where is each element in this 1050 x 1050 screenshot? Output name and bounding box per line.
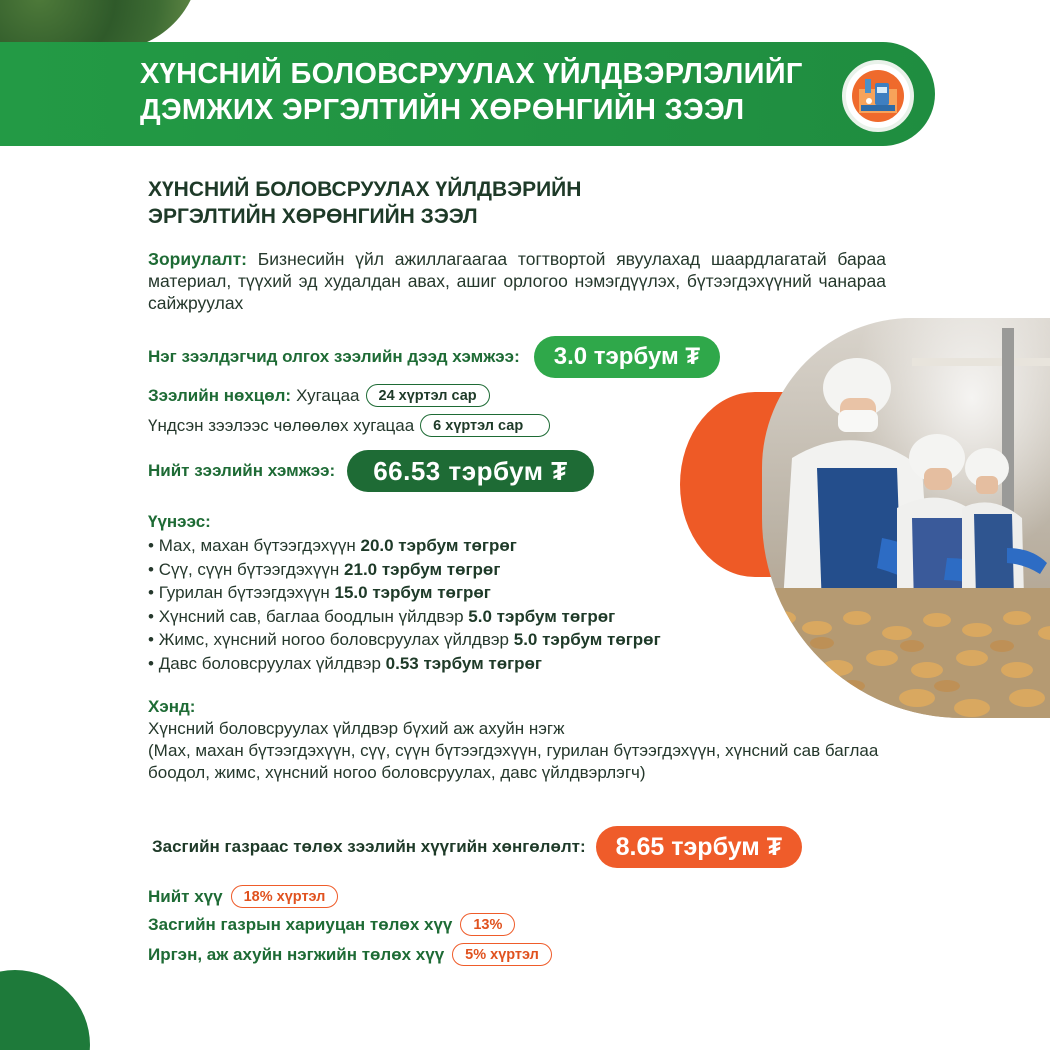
list-item-amount: 5.0 тэрбум төгрөг	[468, 606, 616, 626]
purpose-label: Зориулалт:	[148, 249, 247, 269]
list-item-amount: 0.53 тэрбум төгрөг	[385, 653, 543, 673]
list-item	[148, 534, 848, 558]
page-title-line2: ДЭМЖИХ ЭРГЭЛТИЙН ХӨРӨНГИЙН ЗЭЭЛ	[140, 94, 745, 126]
subsidy-label: Засгийн газраас төлөх зээлийн хүүгийн хөнгөлөлт:	[152, 837, 586, 856]
gov-rate-badge: 13%	[460, 913, 515, 936]
subsidy-badge: 8.65 тэрбум ₮	[596, 826, 802, 868]
max-loan-badge: 3.0 тэрбум ₮	[534, 336, 720, 378]
list-item	[148, 628, 848, 652]
purpose-text: Бизнесийн үйл ажиллагаагаа тогтвортой явуулахад шаардлагатай бараа материал, түүхий эд худалдан авах, ашиг орлогоо нэмэгдүүлэх, бүтээгдэхүүний чанараа сайжруулах	[148, 249, 886, 313]
citizen-rate-badge: 5% хүртэл	[452, 943, 552, 966]
section-title-line2: ЭРГЭЛТИЙН ХӨРӨНГИЙН ЗЭЭЛ	[148, 205, 478, 228]
section-title-line1: ХҮНСНИЙ БОЛОВСРУУЛАХ ҮЙЛДВЭРИЙН	[148, 178, 582, 201]
total-loan-badge: 66.53 тэрбум ₮	[347, 450, 593, 492]
list-item-text: Мах, махан бүтээгдэхүүн	[158, 536, 361, 555]
total-rate-row	[148, 885, 338, 908]
total-loan-label: Нийт зээлийн хэмжээ:	[148, 461, 336, 480]
list-item	[148, 581, 848, 605]
list-item	[148, 652, 848, 676]
list-item-text: Гурилан бүтээгдэхүүн	[158, 583, 335, 602]
list-item	[148, 558, 848, 582]
target-borrowers	[148, 696, 888, 784]
sources-list	[148, 534, 848, 675]
section-title	[148, 176, 748, 230]
list-item	[148, 605, 848, 629]
list-item-text: Хүнсний сав, баглаа боодлын үйлдвэр	[158, 606, 469, 626]
max-loan-label: Нэг зээлдэгчид олгох зээлийн дээд хэмжээ:	[148, 347, 520, 366]
subsidy-row	[152, 826, 802, 868]
loan-terms-row	[148, 384, 490, 407]
list-item-amount: 15.0 тэрбум төгрөг	[334, 583, 491, 602]
grace-period-label: Үндсэн зээлээс чөлөөлөх хугацаа	[148, 415, 415, 435]
grace-period-row	[148, 414, 550, 437]
list-item-amount: 5.0 тэрбум төгрөг	[513, 630, 661, 649]
factory-icon	[842, 60, 914, 132]
list-item-text: Жимс, хүнсний ногоо боловсруулах үйлдвэр	[158, 630, 514, 649]
purpose-paragraph	[148, 248, 886, 314]
who-line1: Хүнсний боловсруулах үйлдвэр бүхий аж ахуйн нэгж	[148, 719, 565, 738]
page-title-line1: ХҮНСНИЙ БОЛОВСРУУЛАХ ҮЙЛДВЭРЛЭЛИЙГ	[140, 58, 803, 90]
term-label: Хугацаа	[296, 385, 360, 405]
total-loan-row	[148, 450, 594, 492]
who-heading: Хэнд:	[148, 697, 196, 716]
list-item-text: Давс боловсруулах үйлдвэр	[158, 653, 386, 673]
decorative-corner-bottom-left	[0, 970, 90, 1050]
max-loan-row	[148, 336, 720, 378]
sources-heading: Үүнээс:	[148, 512, 211, 531]
citizen-rate-row	[148, 943, 552, 966]
who-line2: (Мах, махан бүтээгдэхүүн, сүү, сүүн бүтээгдэхүүн, гурилан бүтээгдэхүүн, хүнсний сав баглаа боодол, жимс, хүнсний ногоо боловсруулах, давс үйлдвэрлэгч)	[148, 741, 879, 782]
loan-terms-label: Зээлийн нөхцөл:	[148, 385, 292, 405]
grace-period-badge: 6 хүртэл сар	[420, 414, 550, 437]
gov-rate-label: Засгийн газрын хариуцан төлөх хүү	[148, 914, 453, 934]
citizen-rate-label: Иргэн, аж ахуйн нэгжийн төлөх хүү	[148, 944, 445, 964]
list-item-text: Сүү, сүүн бүтээгдэхүүн	[158, 559, 345, 579]
page-title	[140, 56, 840, 128]
total-rate-label: Нийт хүү	[148, 886, 223, 906]
total-rate-badge: 18% хүртэл	[231, 885, 339, 908]
loan-sources	[148, 512, 848, 675]
term-badge: 24 хүртэл сар	[366, 384, 490, 407]
gov-rate-row	[148, 913, 515, 936]
list-item-amount: 20.0 тэрбум төгрөг	[360, 536, 517, 555]
list-item-amount: 21.0 тэрбум төгрөг	[344, 559, 501, 579]
header-banner	[0, 42, 935, 146]
